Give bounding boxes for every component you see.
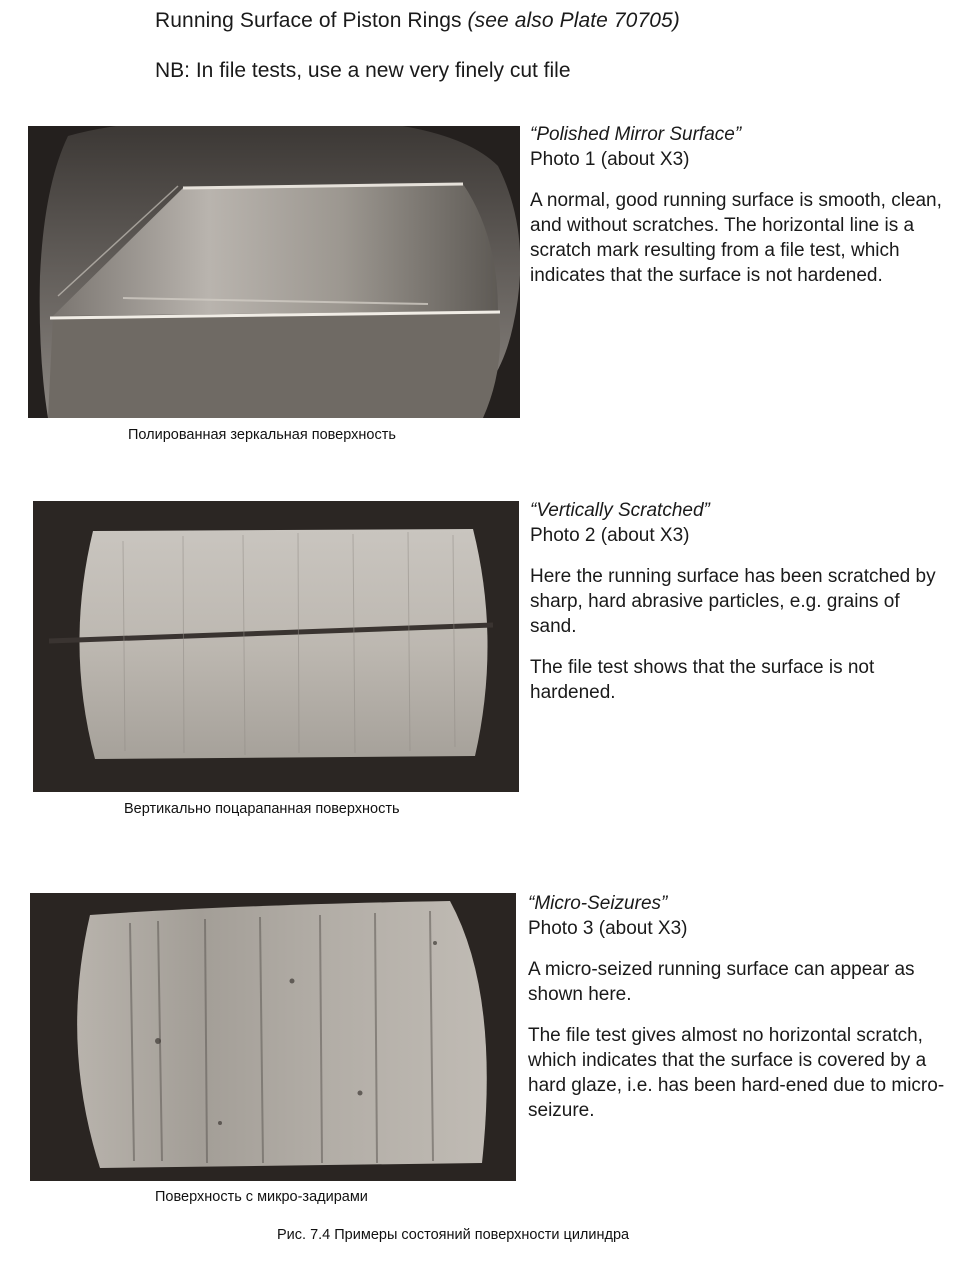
photo-polished-mirror-surface: [28, 126, 520, 418]
photo-title: “Vertically Scratched”: [530, 500, 710, 521]
photo-paragraph: The file test shows that the surface is not hardened.: [530, 657, 875, 703]
photo-subtitle: Photo 2 (about X3): [530, 525, 690, 546]
photo-vertically-scratched: [33, 501, 519, 792]
page-title: [155, 9, 680, 33]
photo-micro-seizures: [30, 893, 516, 1181]
photo-paragraph: A normal, good running surface is smooth, clean, and without scratches. The horizontal line is a scratch mark resulting from a file test, which indicates that the surface is not hardened.: [530, 190, 942, 286]
photo-paragraph: Here the running surface has been scratched by sharp, hard abrasive particles, e.g. grains of sand.: [530, 566, 936, 637]
photo-caption-ru: Поверхность с микро-задирами: [155, 1189, 368, 1205]
page-title-text: Running Surface of Piston Rings: [155, 9, 462, 32]
page-title-reference: (see also Plate 70705): [467, 9, 680, 32]
photo-subtitle: Photo 1 (about X3): [530, 149, 690, 170]
nb-note: NB: In file tests, use a new very finely cut file: [155, 59, 571, 82]
photo-paragraph: A micro-seized running surface can appear as shown here.: [528, 959, 915, 1005]
photo-title: “Micro-Seizures”: [528, 893, 668, 914]
photo-description: [530, 122, 945, 288]
photo-description: [528, 891, 948, 1123]
photo-paragraph: The file test gives almost no horizontal scratch, which indicates that the surface is covered by a hard glaze, i.e. has been hard-ened due to micro-seizure.: [528, 1025, 945, 1121]
photo-description: [530, 498, 945, 705]
figure-caption: Рис. 7.4 Примеры состояний поверхности цилиндра: [277, 1227, 630, 1243]
photo-title: “Polished Mirror Surface”: [530, 124, 742, 145]
photo-subtitle: Photo 3 (about X3): [528, 918, 688, 939]
photo-caption-ru: Вертикально поцарапанная поверхность: [124, 801, 400, 817]
photo-caption-ru: Полированная зеркальная поверхность: [128, 427, 396, 443]
